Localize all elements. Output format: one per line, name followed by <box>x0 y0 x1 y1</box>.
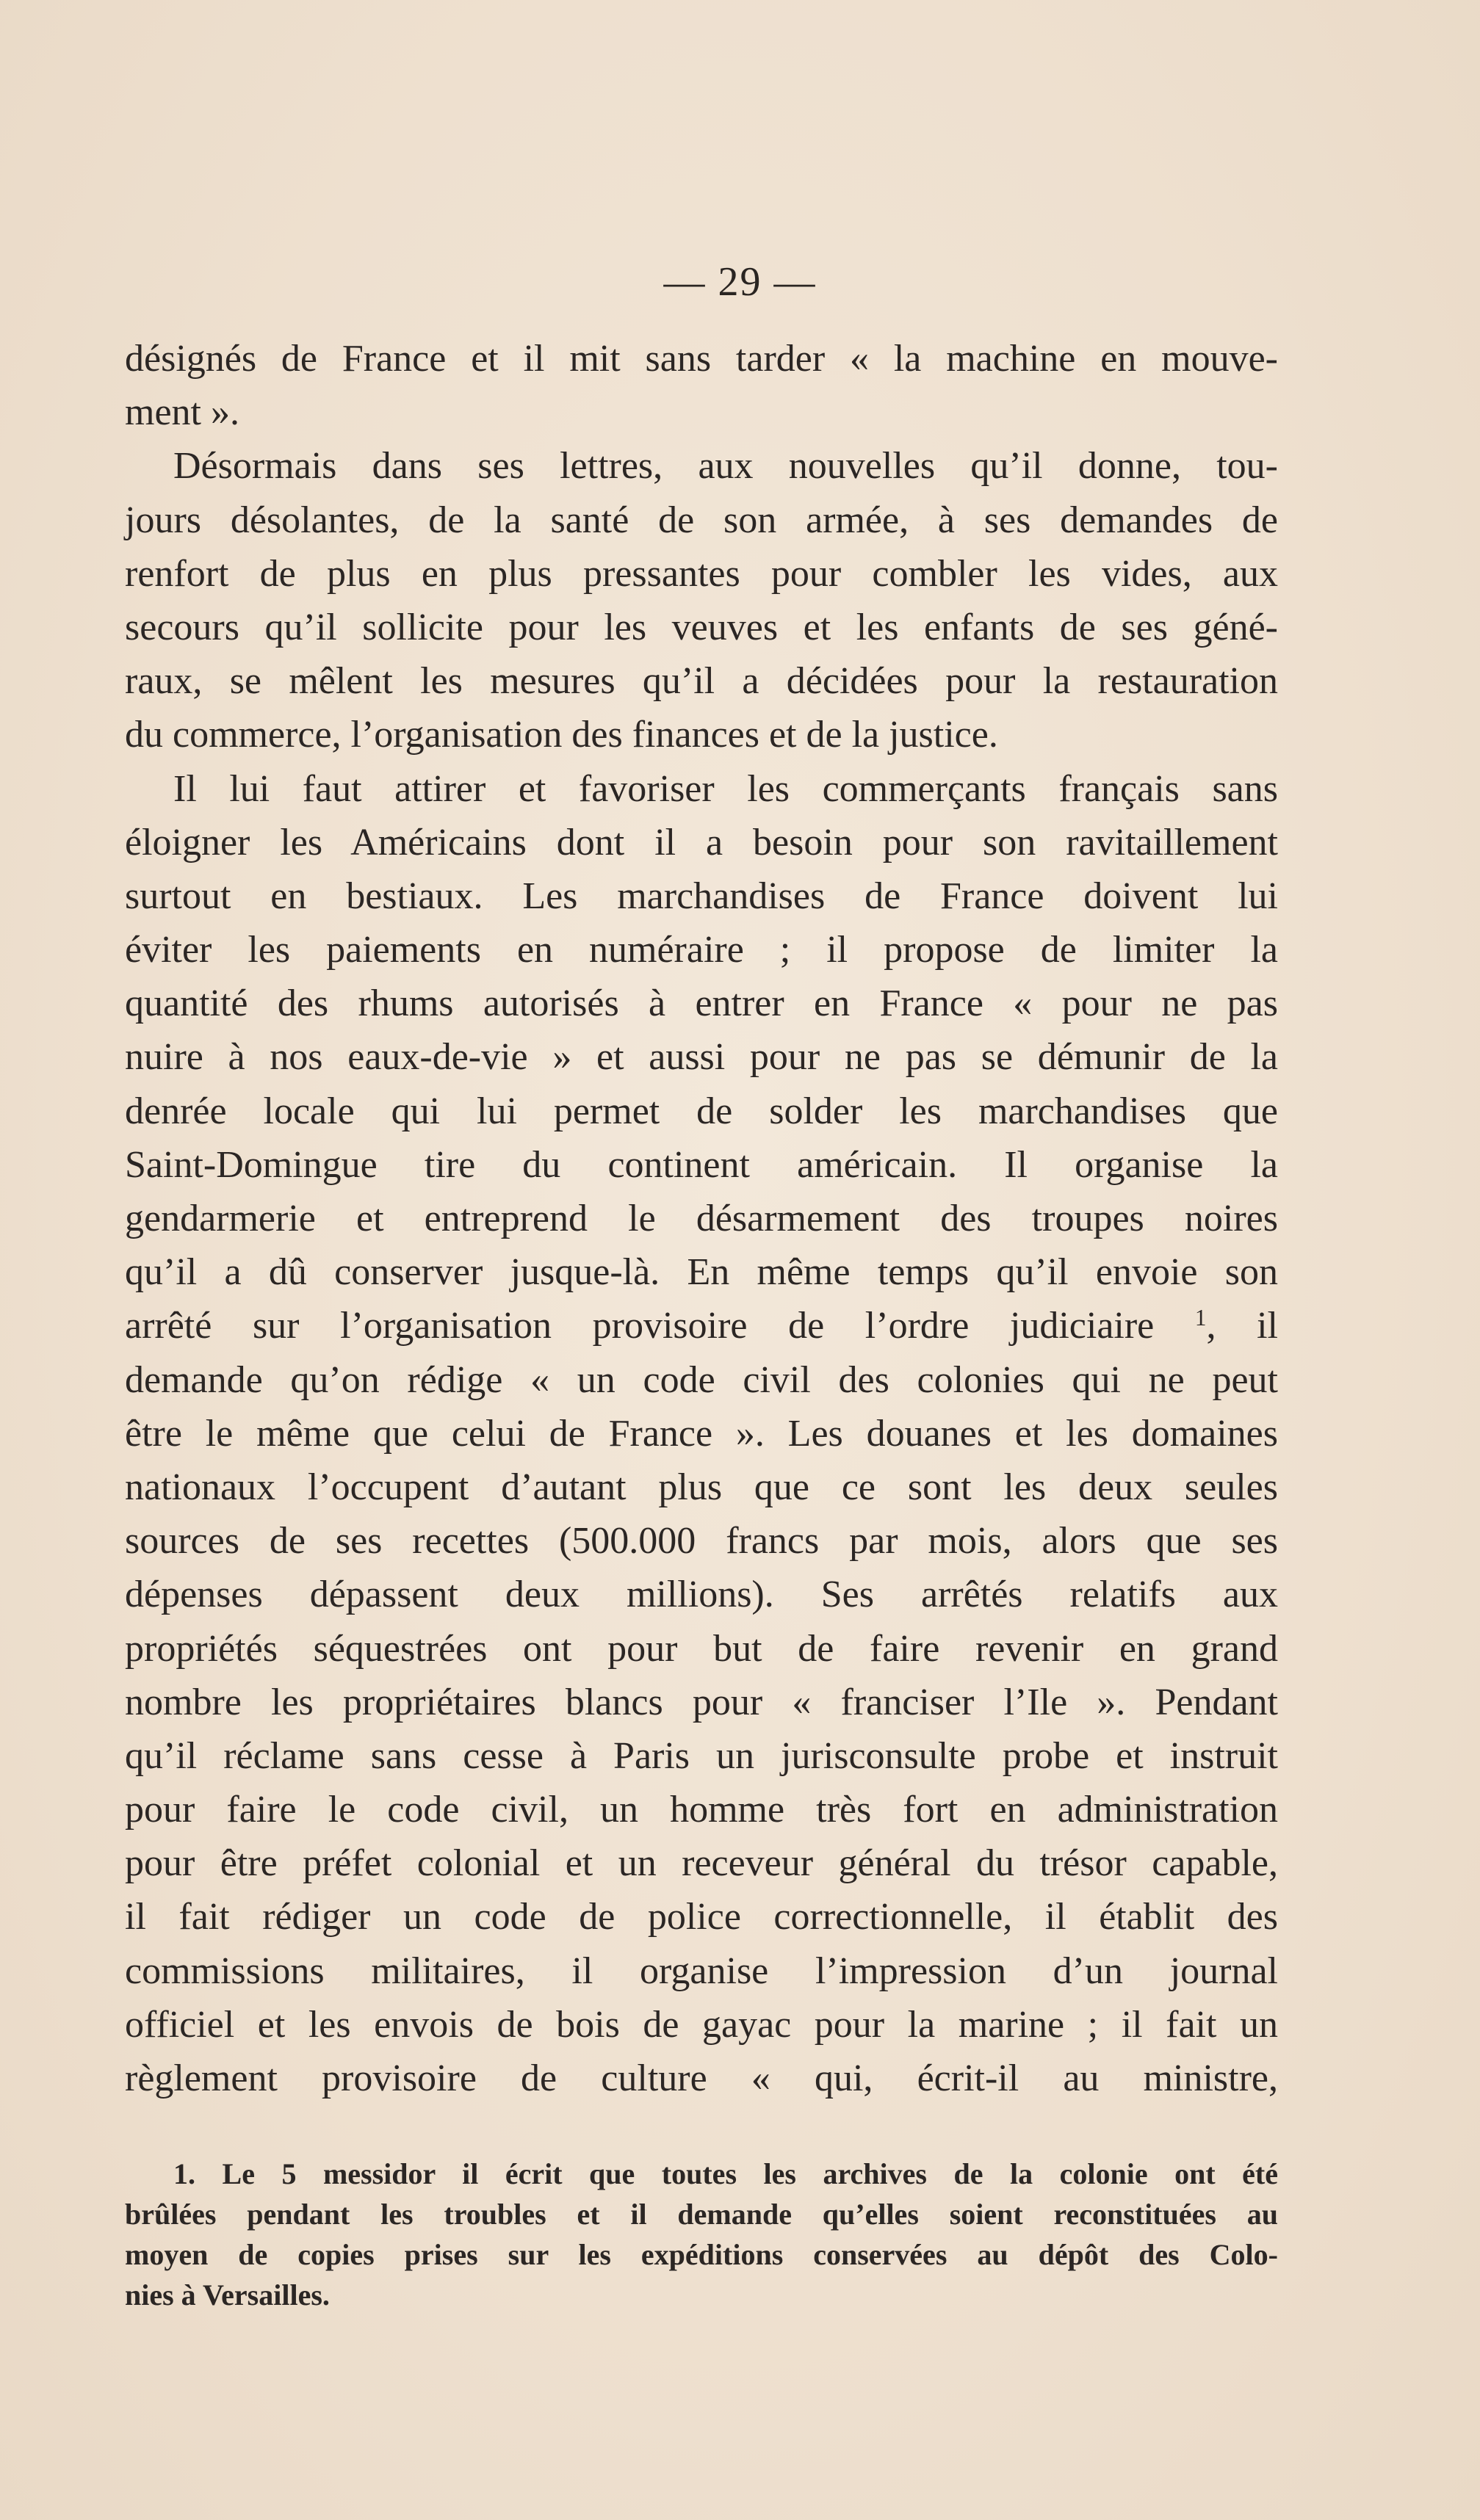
footnote-line: nies à Versailles. <box>125 2278 330 2311</box>
text-line: il fait rédiger un code de police correctionnelle, il établit des <box>125 1896 1278 1938</box>
text-line: éviter les paiements en numéraire ; il propose de limiter la <box>125 929 1278 971</box>
text-line: nombre les propriétaires blancs pour « franciser l’Ile ». Pendant <box>125 1681 1278 1723</box>
text-line: nuire à nos eaux-de-vie » et aussi pour ne pas se démunir de la <box>125 1036 1278 1079</box>
main-text <box>125 332 1278 2105</box>
text-line: dépenses dépassent deux millions). Ses arrêtés relatifs aux <box>125 1574 1278 1616</box>
text-line-tail: , il <box>1206 1305 1278 1347</box>
page-number: — 29 — <box>663 259 817 305</box>
text-line: jours désolantes, de la santé de son armée, à ses demandes de <box>125 499 1278 541</box>
text-line: quantité des rhums autorisés à entrer en France « pour ne pas <box>125 982 1278 1025</box>
text-line: nationaux l’occupent d’autant plus que ce sont les deux seules <box>125 1466 1278 1508</box>
text-line: qu’il réclame sans cesse à Paris un jurisconsulte probe et instruit <box>125 1734 1278 1777</box>
footnote-line: 1. Le 5 messidor il écrit que toutes les archives de la colonie ont été <box>173 2157 1278 2190</box>
text-line: surtout en bestiaux. Les marchandises de France doivent lui <box>125 875 1278 917</box>
text-line: demande qu’on rédige « un code civil des colonies qui ne peut <box>125 1358 1278 1401</box>
text-line: officiel et les envois de bois de gayac pour la marine ; il fait un <box>125 2003 1278 2046</box>
text-line: éloigner les Américains dont il a besoin pour son ravitaillement <box>125 821 1278 863</box>
text-line: règlement provisoire de culture « qui, écrit-il au ministre, <box>125 2057 1278 2099</box>
text-line: commissions militaires, il organise l’impression d’un journal <box>125 1949 1278 1992</box>
text-line: pour être préfet colonial et un receveur général du trésor capable, <box>125 1842 1278 1885</box>
text-line-main: arrêté sur l’organisation provisoire de l’ordre judiciaire <box>125 1305 1155 1347</box>
footnotes <box>125 2154 1278 2315</box>
text-line: sources de ses recettes (500.000 francs par mois, alors que ses <box>125 1520 1278 1563</box>
text-line: propriétés séquestrées ont pour but de faire revenir en grand <box>125 1627 1278 1670</box>
text-line: Saint-Domingue tire du continent américain. Il organise la <box>125 1143 1278 1186</box>
text-line: gendarmerie et entreprend le désarmement des troupes noires <box>125 1198 1278 1239</box>
text-line: secours qu’il sollicite pour les veuves et les enfants de ses géné- <box>125 606 1278 648</box>
paragraph-start-line: Il lui faut attirer et favoriser les commerçants français sans <box>173 767 1278 810</box>
footnote-line: brûlées pendant les troubles et il demande qu’elles soient reconstituées au <box>125 2198 1278 2231</box>
footnote-reference: 1 <box>1194 1305 1207 1331</box>
text-line: désignés de France et il mit sans tarder « la machine en mouve- <box>125 338 1278 380</box>
text-line: du commerce, l’organisation des finances et de la justice. <box>125 714 998 756</box>
text-line: denrée locale qui lui permet de solder les marchandises que <box>125 1090 1278 1132</box>
paragraph-start-line: Désormais dans ses lettres, aux nouvelles qu’il donne, tou- <box>173 445 1278 488</box>
text-line: qu’il a dû conserver jusque-là. En même temps qu’il envoie son <box>125 1251 1278 1294</box>
text-line: raux, se mêlent les mesures qu’il a décidées pour la restauration <box>125 660 1278 703</box>
text-line: pour faire le code civil, un homme très fort en administration <box>125 1789 1278 1831</box>
text-line: renfort de plus en plus pressantes pour combler les vides, aux <box>125 552 1278 595</box>
text-line: être le même que celui de France ». Les douanes et les domaines <box>125 1412 1278 1455</box>
footnote-line: moyen de copies prises sur les expéditions conservées au dépôt des Colo- <box>125 2238 1278 2271</box>
text-line: ment ». <box>125 391 239 434</box>
text-line-with-note <box>125 1299 1278 1353</box>
